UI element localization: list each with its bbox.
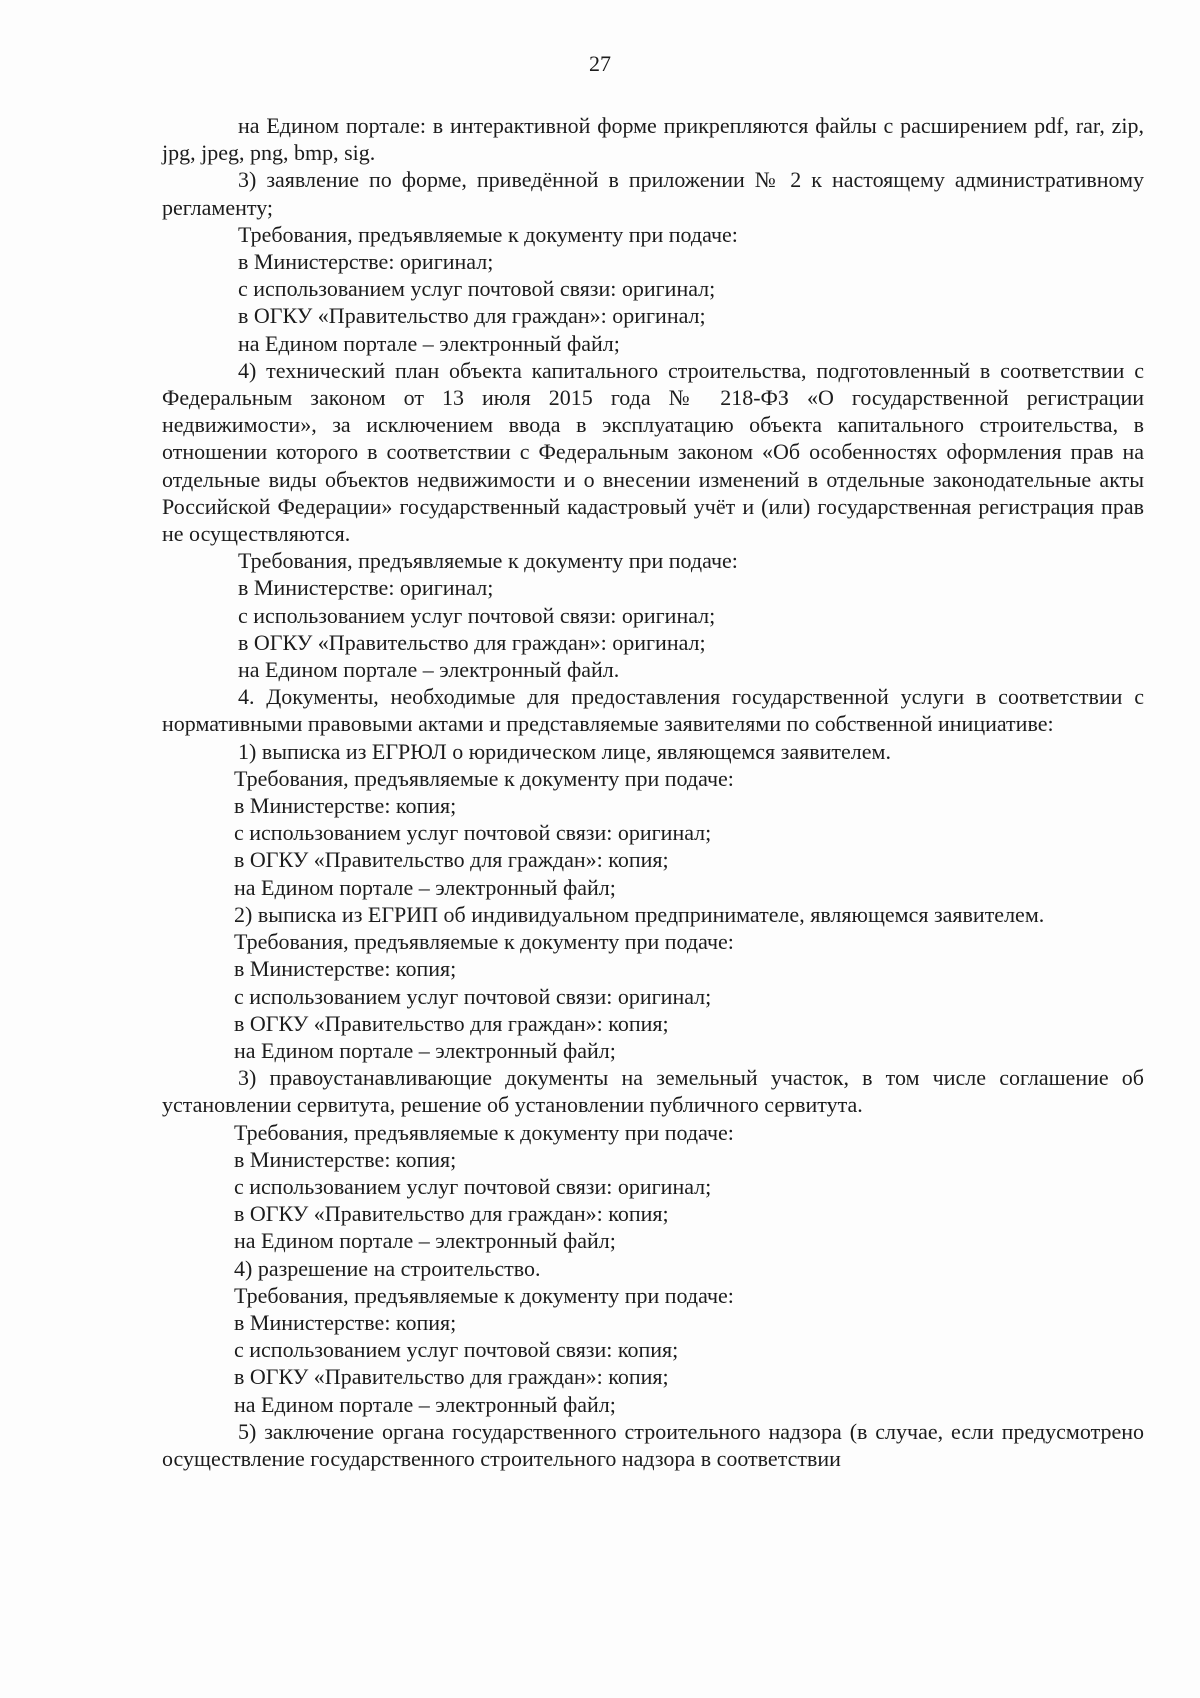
requirement-line: в ОГКУ «Правительство для граждан»: копия; (234, 1201, 669, 1227)
paragraph-item-3-application: 3) заявление по форме, приведённой в приложении № 2 к настоящему административному регламенту; (162, 167, 1144, 220)
requirement-line: на Едином портале – электронный файл. (238, 657, 620, 683)
requirement-line: на Едином портале – электронный файл; (238, 330, 620, 356)
requirements-heading: Требования, предъявляемые к документу при подаче: (234, 765, 734, 791)
paragraph-section-4-documents: 4. Документы, необходимые для предоставления государственной услуги в соответствии с нормативными правовыми актами и представляемые заявителями по собственной инициативе: (162, 684, 1144, 737)
requirement-line: в Министерстве: копия; (234, 793, 457, 819)
paragraph-file-formats: на Едином портале: в интерактивной форме прикрепляются файлы с расширением pdf, rar, zip, jpg, jpeg, png, bmp, sig. (162, 113, 1144, 166)
list-item-egrip: 2) выписка из ЕГРИП об индивидуальном предпринимателе, являющемся заявителем. (234, 901, 1045, 927)
requirements-heading: Требования, предъявляемые к документу при подаче: (238, 221, 738, 247)
requirements-heading: Требования, предъявляемые к документу при подаче: (234, 1282, 734, 1308)
list-item-land-documents: 3) правоустанавливающие документы на земельный участок, в том числе соглашение об установлении сервитута, решение об установлении публичного сервитута. (162, 1065, 1144, 1118)
requirement-line: в ОГКУ «Правительство для граждан»: копия; (234, 847, 669, 873)
requirement-line: на Едином портале – электронный файл; (234, 1037, 616, 1063)
requirement-line: с использованием услуг почтовой связи: копия; (234, 1337, 679, 1363)
page-number: 27 (589, 51, 611, 76)
requirement-line: в ОГКУ «Правительство для граждан»: оригинал; (238, 629, 706, 655)
requirement-line: с использованием услуг почтовой связи: оригинал; (234, 983, 712, 1009)
list-item-egrul: 1) выписка из ЕГРЮЛ о юридическом лице, являющемся заявителем. (238, 738, 891, 764)
requirement-line: в Министерстве: копия; (234, 1309, 457, 1335)
requirement-line: в Министерстве: оригинал; (238, 575, 494, 601)
requirements-heading: Требования, предъявляемые к документу при подаче: (238, 548, 738, 574)
requirement-line: с использованием услуг почтовой связи: оригинал; (238, 602, 716, 628)
document-body (162, 112, 1144, 1472)
requirement-line: с использованием услуг почтовой связи: оригинал; (234, 820, 712, 846)
list-item-supervision-conclusion: 5) заключение органа государственного строительного надзора (в случае, если предусмотрено осуществление государственного строительного надзора в соответствии (162, 1418, 1144, 1471)
requirement-line: в Министерстве: копия; (234, 1146, 457, 1172)
requirement-line: в Министерстве: копия; (234, 956, 457, 982)
requirement-line: в ОГКУ «Правительство для граждан»: копия; (234, 1364, 669, 1390)
list-item-building-permit: 4) разрешение на строительство. (234, 1255, 541, 1281)
paragraph-item-4-technical-plan: 4) технический план объекта капитального строительства, подготовленный в соответствии с Федеральным законом от 13 июля 2015 года № 218-ФЗ «О государственной регистрации недвижимости», за исключением ввода в эксплуатацию объекта капитального строительства, в отношении которого в соответствии с Федеральным законом «Об особенностях оформления прав на отдельные виды объектов недвижимости и о внесении изменений в отдельные законодательные акты Российской Федерации» государственный кадастровый учёт и (или) государственная регистрация прав не осуществляются. (162, 357, 1144, 547)
requirement-line: с использованием услуг почтовой связи: оригинал; (238, 276, 716, 302)
requirements-heading: Требования, предъявляемые к документу при подаче: (234, 1119, 734, 1145)
requirement-line: в ОГКУ «Правительство для граждан»: копия; (234, 1010, 669, 1036)
requirement-line: в ОГКУ «Правительство для граждан»: оригинал; (238, 303, 706, 329)
requirement-line: с использованием услуг почтовой связи: оригинал; (234, 1173, 712, 1199)
requirement-line: в Министерстве: оригинал; (238, 249, 494, 275)
requirement-line: на Едином портале – электронный файл; (234, 1391, 616, 1417)
requirement-line: на Едином портале – электронный файл; (234, 1228, 616, 1254)
requirement-line: на Едином портале – электронный файл; (234, 874, 616, 900)
requirements-heading: Требования, предъявляемые к документу при подаче: (234, 929, 734, 955)
